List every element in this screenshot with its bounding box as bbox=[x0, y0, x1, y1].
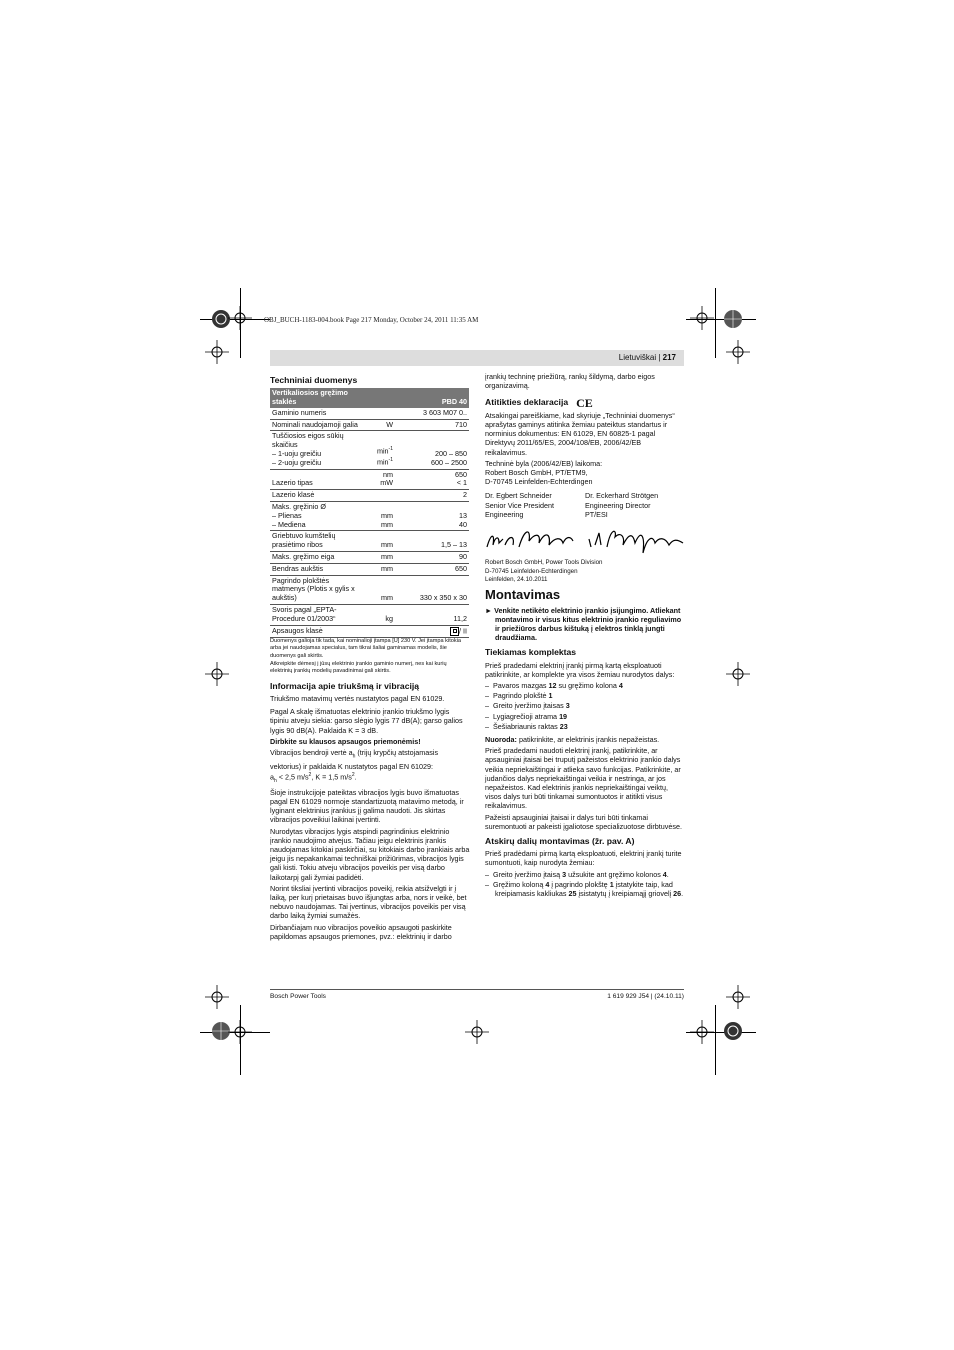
table-row: Lazerio tipas nm mW 650 < 1 bbox=[270, 469, 469, 490]
table-row: Griebtuvo kumštelių prasiėtimo ribos mm 1,5 – 13 bbox=[270, 531, 469, 552]
table-row: Svoris pagal „EPTA-Procedure 01/2003“ kg 11,2 bbox=[270, 604, 469, 625]
signatures-icon bbox=[485, 523, 685, 557]
footnote: Duomenys galioja tik tada, kai nominalioji įtampa [U] 230 V. Jei įtampa kitokia arba jei naudojamas specialus, tam tikrai šaliai gaminamas modelis, šie duomenys gali skirtis. bbox=[270, 637, 462, 659]
paragraph: Pagal A skalę išmatuotas elektrinio įrankio triukšmo lygis tipiniu atveju siekia: garso slėgio lygis 77 dB(A); garso galios lygis 90 dB(A). Paklaida K = 3 dB. bbox=[270, 707, 463, 735]
paragraph: Nurodytas vibracijos lygis atspindi pagrindinius elektrinio įrankio naudojimo atvejus. Tačiau jeigu elektrinis įrankis naudojamas kitokiai paskirčiai, su kitokiais darbo įrankiais arba jeigu jis nepakankamai techniškai prižiūrimas, vibracijos lygis gali kisti. Tokiu atveju vibracijos poveikis per visą darbo laikotarpį gali žymiai padidėti. bbox=[270, 826, 470, 882]
table-row: Maks. gręžimo eiga mm 90 bbox=[270, 551, 469, 563]
list-item: – Lygiagrečioji atrama 19 bbox=[485, 711, 568, 721]
crosshair-icon bbox=[726, 340, 750, 364]
page-topbar bbox=[270, 350, 684, 366]
class-ii-icon bbox=[450, 627, 459, 636]
table-header-model: PBD 40 bbox=[395, 388, 469, 408]
spec-table bbox=[270, 388, 469, 638]
crop-mark bbox=[715, 1005, 716, 1075]
paragraph: Prieš pradėdami pirmą kartą eksploatuoti, elektrinį įrankį turite sumontuoti, kaip nurodyta žemiau: bbox=[485, 849, 682, 868]
company-address: Robert Bosch GmbH, Power Tools Division D-70745 Leinfelden-Echterdingen Leinfelden, 24.10.2011 bbox=[485, 559, 603, 583]
paragraph: Pažeisti apsauginiai įtaisai ir dalys turi būti tinkamai suremontuoti ar pakeisti įgaliotose specializuotose dirbtuvėse. bbox=[485, 812, 682, 831]
crosshair-icon bbox=[205, 662, 229, 686]
crosshair-icon bbox=[205, 985, 229, 1009]
paragraph: Triukšmo matavimų vertės nustatytos pagal EN 61029. bbox=[270, 693, 445, 703]
crosshair-icon bbox=[690, 1020, 714, 1044]
table-row: Apsaugos klasė / II bbox=[270, 625, 469, 637]
footer-doc-number: 1 619 929 J54 | (24.10.11) bbox=[607, 993, 684, 1000]
crop-mark bbox=[715, 288, 716, 358]
list-item: – Pavaros mazgas 12 su gręžimo kolona 4 bbox=[485, 681, 623, 691]
table-row: Nominali naudojamoji galia W 710 bbox=[270, 419, 469, 431]
crosshair-icon bbox=[228, 306, 252, 330]
paragraph: Šioje instrukcijoje pateiktas vibracijos lygis buvo išmatuotas pagal EN 61029 normoje standartizuotą matavimo metodą, ir lyginant elektrinius įrankius jį galima naudoti. Jis skirtas vibracijos poveikiui laikinai įvertinti. bbox=[270, 787, 464, 825]
paragraph: Techninė byla (2006/42/EB) laikoma: Robert Bosch GmbH, PT/ETM9, D-70745 Leinfelden-Echterdingen bbox=[485, 458, 603, 487]
warning-text: Dirbkite su klausos apsaugos priemonėmis! bbox=[270, 736, 421, 746]
crosshair-icon bbox=[465, 1020, 489, 1044]
list-item: – Gręžimo koloną 4 į pagrindo plokštę 1 įstatykite taip, kad kreipiamasis kakliukas 25 įsistatytų į kreipiamąjį griovelį 26. bbox=[485, 879, 684, 899]
table-row: Lazerio klasė 2 bbox=[270, 490, 469, 502]
paragraph: Nuoroda: patikrinkite, ar elektrinis įrankis nepažeistas. bbox=[485, 735, 660, 745]
paragraph: Vibracijos bendroji vertė $a_h$ (trijų krypčių atstojamasis vektorius) ir paklaida K nustatytos pagal EN 61029: $a_h < 2,5$ $m/s^2$, K = 1,5 $m/s^2$. bbox=[270, 747, 439, 784]
crosshair-icon bbox=[726, 662, 750, 686]
table-row: Gaminio numeris 3 603 M07 0.. bbox=[270, 408, 469, 419]
crosshair-icon bbox=[726, 985, 750, 1009]
table-row: Maks. gręžinio Ø – Plienas – Mediena mm mm 13 40 bbox=[270, 501, 469, 530]
paragraph: Prieš pradedami elektrinį įrankį pirmą kartą eksploatuoti patikrinkite, ar komplekte yra visos žemiau nurodytos dalys: bbox=[485, 660, 675, 679]
table-row: Bendras aukštis mm 650 bbox=[270, 563, 469, 575]
ce-mark-icon: CE bbox=[576, 395, 593, 410]
left-column bbox=[270, 372, 470, 943]
table-header bbox=[270, 388, 469, 408]
table-header-label: Vertikaliosios gręžimo staklės bbox=[270, 388, 395, 408]
chapter-title: Montavimas bbox=[485, 587, 561, 603]
section-heading: Techniniai duomenys bbox=[270, 375, 358, 385]
list-item: – Greito įveržimo įtaisą 3 užsukite ant gręžimo kolonos 4. bbox=[485, 869, 669, 879]
list-item: – Pagrindo plokštė 1 bbox=[485, 691, 553, 701]
page-number-label: Lietuviškai | 217 bbox=[618, 353, 676, 362]
table-row: Pagrindo plokštės matmenys (Plotis x gylis x aukštis) mm 330 x 350 x 30 bbox=[270, 575, 469, 604]
paragraph: Atsakingai pareiškiame, kad skyriuje „Techniniai duomenys“ aprašytas gaminys atitinka žemiau pateiktus standartus ir norminius dokumentus: EN 61029, EN 60825-1 pagal Direktyvų 2011/65/ES, 2004/108/EB, 2006/42/EB reikalavimus. bbox=[485, 410, 675, 457]
table-row: Tuščiosios eigos sūkių skaičius – 1-uoju greičiu – 2-uoju greičiu $\min^{-1}$ $\min^{-1}$ 200 – 850 600 – 2500 bbox=[270, 431, 469, 469]
page-number: 217 bbox=[662, 353, 676, 362]
paragraph: Norint tiksliai įvertinti vibracijos poveikį, reikia atsižvelgti ir į laiką, per kurį prietaisas buvo išjungtas arba, nors ir veikė, bet nebuvo naudojamas. Tai įvertinus, vibracijos poveikis per visą darbo laiką žymiai sumažės. bbox=[270, 883, 467, 921]
crosshair-icon bbox=[205, 340, 229, 364]
crosshair-icon bbox=[228, 1020, 252, 1044]
paragraph: įrankių techninę priežiūrą, rankų šildymą, darbo eigos organizavimą. bbox=[485, 372, 655, 391]
signatories: Dr. Egbert Schneider Senior Vice President Engineering Dr. Eckerhard Strötgen Engineering Director PT/ESI bbox=[485, 491, 659, 519]
list-item: – Greito įveržimo įtaisas 3 bbox=[485, 701, 570, 711]
footer-brand: Bosch Power Tools bbox=[270, 993, 326, 1000]
crosshair-icon bbox=[690, 306, 714, 330]
book-header-line: OBJ_BUCH-1183-004.book Page 217 Monday, October 24, 2011 11:35 AM bbox=[264, 316, 479, 324]
section-heading: Atskirų dalių montavimas (žr. pav. A) bbox=[485, 836, 635, 847]
section-heading: Informacija apie triukšmą ir vibraciją bbox=[270, 680, 420, 691]
footer-divider bbox=[270, 989, 684, 990]
right-column bbox=[485, 372, 685, 899]
list-item: – Šešiabriaunis raktas 23 bbox=[485, 721, 568, 731]
registration-mark-icon bbox=[722, 1020, 744, 1042]
section-heading: Tiekiamas komplektas bbox=[485, 647, 577, 658]
paragraph: Dirbančiajam nuo vibracijos poveikio apsaugoti paskirkite papildomas apsaugos priemones, pvz.: elektrinių ir darbo bbox=[270, 922, 452, 941]
registration-mark-icon bbox=[722, 308, 744, 330]
warning-text: ► Venkite netikėto elektrinio įrankio įsijungimo. Atliekant montavimo ir visus kitus elektrinio įrankio reguliavimo ir priežiūros darbus kištuką į elektros tinklą jungti draudžiama. bbox=[485, 605, 682, 643]
language-label: Lietuviškai bbox=[618, 353, 657, 362]
footnote: Atkreipkite dėmesį į jūsų elektrinio įrankio gaminio numerį, nes kai kurių elektrinių įrankių modelių pavadinimai gali skirtis. bbox=[270, 660, 447, 675]
section-heading: Atitikties deklaracija CE bbox=[485, 395, 593, 410]
paragraph: Prieš pradedami naudoti elektrinį įrankį, patikrinkite, ar apsauginiai įtaisai bei truputį pažeistos elektrinio įrankio dalys veikia nepriekaištingai ir atlieka savo funkcijas. Patikrinkite, ar judančios dalys nepriekaištingai veikia ir nestringa, ar jos nepažeistos. Kad elektrinis įrankis nepriekaištingai veiktų, visos dalys turi būti tinkamai sumontuotos ir atitikti visus reikalavimus. bbox=[485, 746, 681, 811]
